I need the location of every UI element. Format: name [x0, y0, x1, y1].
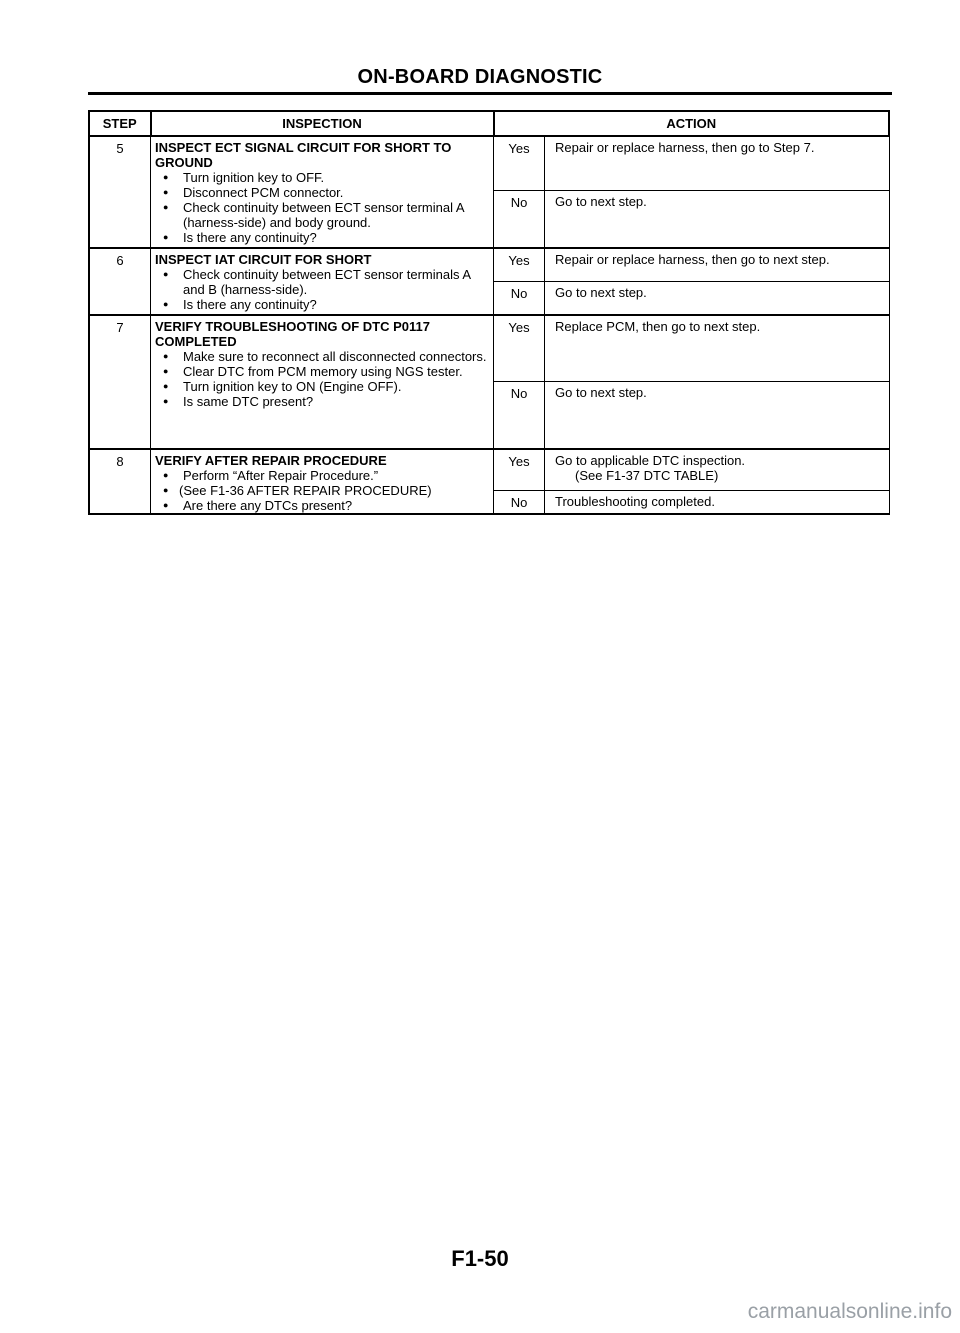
yes-action: Go to applicable DTC inspection. [555, 453, 746, 468]
header-inspection: INSPECTION [151, 111, 494, 136]
header-action: ACTION [494, 111, 890, 136]
inspection-item: ● Check continuity between ECT sensor terminal A (harness-side) and body ground. [155, 200, 489, 230]
yes-action: Repair or replace harness, then go to Step 7. [545, 136, 890, 190]
step-7-group [89, 315, 889, 449]
step-number: 8 [89, 449, 151, 514]
table-header [89, 111, 889, 136]
yes-action: Replace PCM, then go to next step. [545, 315, 890, 381]
no-label: No [494, 381, 545, 449]
inspection-item: ● Disconnect PCM connector. [155, 185, 489, 200]
no-action: Troubleshooting completed. [545, 491, 890, 514]
step-6-group [89, 248, 889, 315]
inspection-item: ● Is there any continuity? [155, 297, 489, 312]
diagnostic-table [88, 110, 890, 515]
yes-label: Yes [494, 248, 545, 281]
inspection-item: ● Turn ignition key to ON (Engine OFF). [155, 379, 489, 394]
inspection-cell [151, 449, 494, 514]
inspection-items [155, 170, 489, 245]
yes-label: Yes [494, 315, 545, 381]
yes-action-reference: (See F1-37 DTC TABLE) [575, 468, 719, 483]
inspection-item: ● Turn ignition key to OFF. [155, 170, 489, 185]
step-5-group [89, 136, 889, 248]
watermark-text: carmanualsonline.info [747, 1300, 952, 1323]
inspection-cell [151, 315, 494, 449]
page-title: ON-BOARD DIAGNOSTIC [357, 66, 603, 88]
title-rule [88, 92, 892, 95]
inspection-cell [151, 248, 494, 315]
inspection-item: ● Is same DTC present? [155, 394, 489, 409]
no-action: Go to next step. [545, 281, 890, 315]
no-action: Go to next step. [545, 381, 890, 449]
inspection-title: VERIFY TROUBLESHOOTING OF DTC P0117 COMPLETED [155, 319, 430, 349]
inspection-item: ● Check continuity between ECT sensor terminals A and B (harness-side). [155, 267, 489, 297]
header-step: STEP [89, 111, 151, 136]
inspection-item: ● Clear DTC from PCM memory using NGS tester. [155, 364, 489, 379]
inspection-item: ● Make sure to reconnect all disconnected connectors. [155, 349, 489, 364]
no-label: No [494, 190, 545, 248]
page-number: F1-50 [451, 1246, 509, 1271]
inspection-item: ● Perform “After Repair Procedure.” [155, 468, 489, 483]
inspection-item: ● Is there any continuity? [155, 230, 489, 245]
no-label: No [494, 491, 545, 514]
step-number: 6 [89, 248, 151, 315]
no-label: No [494, 281, 545, 315]
inspection-items [155, 267, 489, 312]
inspection-reference: ● (See F1-36 AFTER REPAIR PROCEDURE) [155, 483, 489, 498]
inspection-items [155, 468, 489, 513]
inspection-items [155, 349, 489, 409]
inspection-item: ● Are there any DTCs present? [155, 498, 489, 513]
inspection-cell [151, 136, 494, 248]
yes-action: Repair or replace harness, then go to next step. [545, 248, 890, 281]
inspection-title: VERIFY AFTER REPAIR PROCEDURE [155, 453, 387, 468]
yes-action-cell [545, 449, 890, 491]
yes-label: Yes [494, 136, 545, 190]
no-action: Go to next step. [545, 190, 890, 248]
step-8-group [89, 449, 889, 514]
inspection-title: INSPECT ECT SIGNAL CIRCUIT FOR SHORT TO GROUND [155, 140, 452, 170]
step-number: 5 [89, 136, 151, 248]
inspection-title: INSPECT IAT CIRCUIT FOR SHORT [155, 252, 372, 267]
step-number: 7 [89, 315, 151, 449]
yes-label: Yes [494, 449, 545, 491]
